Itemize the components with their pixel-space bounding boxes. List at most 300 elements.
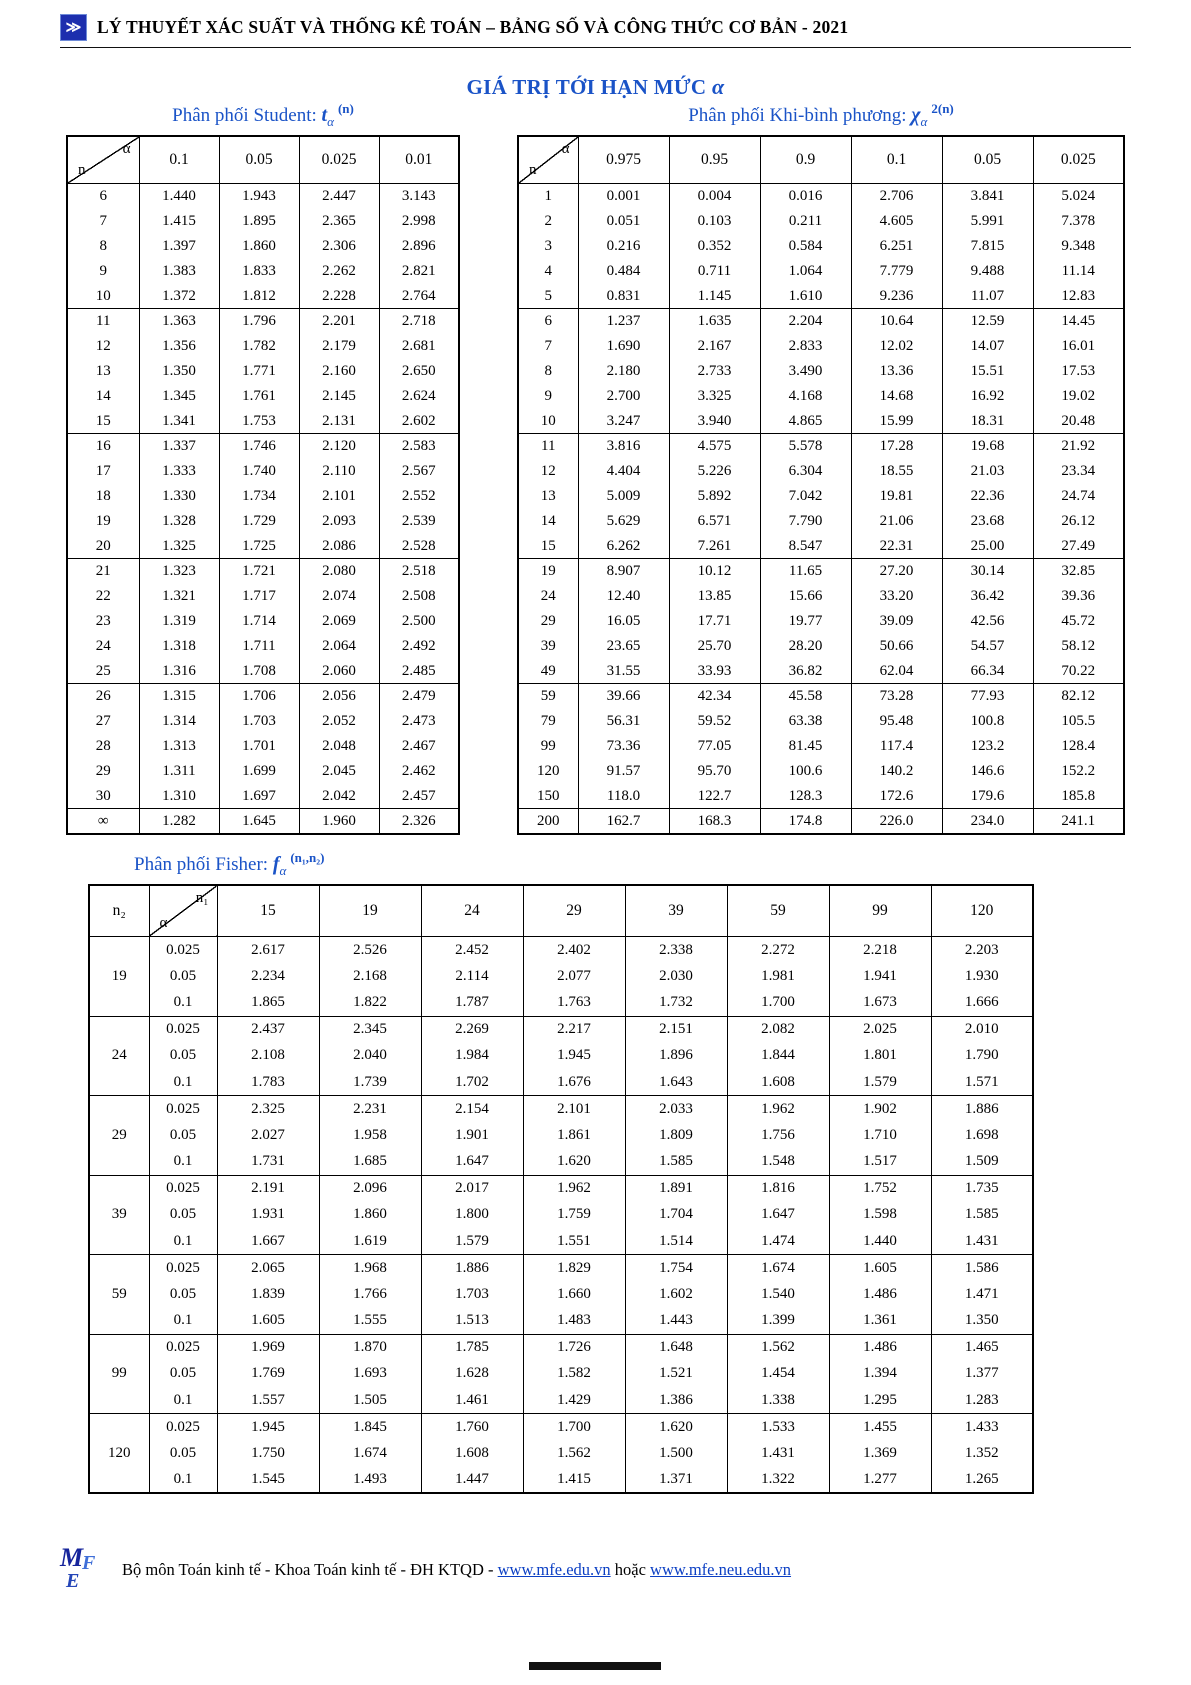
value-cell: 2.160: [299, 359, 379, 384]
value-cell: 1.734: [219, 484, 299, 509]
value-cell: 234.0: [942, 809, 1033, 834]
value-cell: 1.785: [421, 1334, 523, 1361]
value-cell: 0.352: [669, 234, 760, 259]
value-cell: 1.562: [727, 1334, 829, 1361]
row-label: 9: [518, 384, 578, 409]
column-header: 15: [217, 885, 319, 937]
table-row: [89, 1440, 1033, 1467]
value-cell: 1.282: [139, 809, 219, 834]
value-cell: 58.12: [1033, 634, 1124, 659]
value-cell: 39.09: [851, 609, 942, 634]
value-cell: 1.801: [829, 1043, 931, 1070]
chi-square-table: [517, 135, 1125, 835]
row-label: 9: [67, 259, 139, 284]
value-cell: 2.096: [319, 1175, 421, 1202]
row-label: 14: [518, 509, 578, 534]
value-cell: 1.714: [219, 609, 299, 634]
column-header: 39: [625, 885, 727, 937]
table-row: [67, 484, 459, 509]
value-cell: 18.31: [942, 409, 1033, 434]
row-label: 49: [518, 659, 578, 684]
footer-label: Bộ môn Toán kinh tế - Khoa Toán kinh tế - ĐH KTQD -: [122, 1560, 498, 1579]
value-cell: 1.461: [421, 1387, 523, 1414]
footer-link-mfe-neu[interactable]: www.mfe.neu.edu.vn: [650, 1560, 792, 1579]
value-cell: 1.145: [669, 284, 760, 309]
value-cell: 1.790: [931, 1043, 1033, 1070]
value-cell: 1.685: [319, 1149, 421, 1176]
student-corner-cell: [67, 136, 139, 184]
alpha-row-label: 0.025: [149, 1016, 217, 1043]
value-cell: 1.318: [139, 634, 219, 659]
footer-link-mfe-edu[interactable]: www.mfe.edu.vn: [497, 1560, 611, 1579]
value-cell: 11.07: [942, 284, 1033, 309]
value-cell: 1.620: [523, 1149, 625, 1176]
value-cell: 1.958: [319, 1122, 421, 1149]
n2-row-label: 59: [89, 1255, 149, 1335]
value-cell: 1.415: [523, 1467, 625, 1494]
value-cell: 1.514: [625, 1228, 727, 1255]
value-cell: 1.701: [219, 734, 299, 759]
value-cell: 31.55: [578, 659, 669, 684]
table-row: [89, 963, 1033, 990]
table-row: [67, 284, 459, 309]
student-section: [66, 101, 460, 835]
value-cell: 1.486: [829, 1281, 931, 1308]
table-row: [89, 990, 1033, 1017]
value-cell: 1.619: [319, 1228, 421, 1255]
value-cell: 100.6: [760, 759, 851, 784]
n2-row-label: 24: [89, 1016, 149, 1096]
table-row: [518, 709, 1124, 734]
value-cell: 1.725: [219, 534, 299, 559]
value-cell: 8.547: [760, 534, 851, 559]
value-cell: 1.666: [931, 990, 1033, 1017]
fisher-table-title: [134, 849, 1191, 879]
value-cell: 1.579: [829, 1069, 931, 1096]
value-cell: 1.585: [625, 1149, 727, 1176]
table-row: [67, 459, 459, 484]
value-cell: 1.870: [319, 1334, 421, 1361]
value-cell: 1.352: [931, 1440, 1033, 1467]
table-row: [518, 459, 1124, 484]
value-cell: 1.740: [219, 459, 299, 484]
value-cell: 1.981: [727, 963, 829, 990]
value-cell: 2.120: [299, 434, 379, 459]
value-cell: 1.635: [669, 309, 760, 334]
column-header: 59: [727, 885, 829, 937]
table-row: [518, 309, 1124, 334]
value-cell: 2.033: [625, 1096, 727, 1123]
n2-row-label: 29: [89, 1096, 149, 1176]
row-label: 11: [518, 434, 578, 459]
value-cell: 14.68: [851, 384, 942, 409]
value-cell: 2.437: [217, 1016, 319, 1043]
column-header: 0.95: [669, 136, 760, 184]
value-cell: 0.216: [578, 234, 669, 259]
value-cell: 2.064: [299, 634, 379, 659]
table-row: [518, 384, 1124, 409]
value-cell: 1.608: [421, 1440, 523, 1467]
column-header: 0.05: [942, 136, 1033, 184]
value-cell: 2.650: [379, 359, 459, 384]
value-cell: 1.750: [217, 1440, 319, 1467]
student-table: [66, 135, 460, 835]
value-cell: 2.045: [299, 759, 379, 784]
table-row: [518, 559, 1124, 584]
value-cell: 1.620: [625, 1414, 727, 1441]
value-cell: 1.486: [829, 1334, 931, 1361]
value-cell: 0.001: [578, 184, 669, 209]
corner-alpha-label: α: [159, 915, 168, 932]
value-cell: 2.010: [931, 1016, 1033, 1043]
value-cell: 1.562: [523, 1440, 625, 1467]
value-cell: 2.500: [379, 609, 459, 634]
student-header-row: [67, 136, 459, 184]
value-cell: 4.605: [851, 209, 942, 234]
value-cell: 19.77: [760, 609, 851, 634]
value-cell: 1.782: [219, 334, 299, 359]
value-cell: 2.017: [421, 1175, 523, 1202]
value-cell: 1.330: [139, 484, 219, 509]
table-row: [518, 434, 1124, 459]
value-cell: 95.48: [851, 709, 942, 734]
value-cell: 2.365: [299, 209, 379, 234]
mfe-logo-letter-e: E: [66, 1570, 80, 1592]
value-cell: 2.082: [727, 1016, 829, 1043]
value-cell: 1.521: [625, 1361, 727, 1388]
alpha-row-label: 0.025: [149, 1414, 217, 1441]
value-cell: 2.272: [727, 937, 829, 964]
row-label: 12: [518, 459, 578, 484]
value-cell: 21.06: [851, 509, 942, 534]
table-row: [67, 759, 459, 784]
value-cell: 1.698: [931, 1122, 1033, 1149]
alpha-row-label: 0.05: [149, 1361, 217, 1388]
row-label: 19: [518, 559, 578, 584]
value-cell: 82.12: [1033, 684, 1124, 709]
column-header: 0.05: [219, 136, 299, 184]
value-cell: 1.660: [523, 1281, 625, 1308]
value-cell: 1.548: [727, 1149, 829, 1176]
table-row: [67, 709, 459, 734]
value-cell: 5.024: [1033, 184, 1124, 209]
value-cell: 1.962: [523, 1175, 625, 1202]
value-cell: 13.85: [669, 584, 760, 609]
alpha-row-label: 0.1: [149, 1228, 217, 1255]
row-label: 25: [67, 659, 139, 684]
value-cell: 1.361: [829, 1308, 931, 1335]
n2-row-label: 120: [89, 1414, 149, 1494]
value-cell: 1.674: [319, 1440, 421, 1467]
value-cell: 1.431: [727, 1440, 829, 1467]
table-row: [518, 259, 1124, 284]
value-cell: 1.711: [219, 634, 299, 659]
value-cell: 128.3: [760, 784, 851, 809]
value-cell: 24.74: [1033, 484, 1124, 509]
value-cell: 21.03: [942, 459, 1033, 484]
value-cell: 12.83: [1033, 284, 1124, 309]
alpha-row-label: 0.1: [149, 1387, 217, 1414]
value-cell: 2.479: [379, 684, 459, 709]
value-cell: 1.513: [421, 1308, 523, 1335]
value-cell: 81.45: [760, 734, 851, 759]
value-cell: 2.069: [299, 609, 379, 634]
row-label: 150: [518, 784, 578, 809]
table-row: [67, 684, 459, 709]
value-cell: 1.693: [319, 1361, 421, 1388]
value-cell: 1.901: [421, 1122, 523, 1149]
row-label: 17: [67, 459, 139, 484]
alpha-row-label: 0.1: [149, 1308, 217, 1335]
value-cell: 2.168: [319, 963, 421, 990]
value-cell: 1.356: [139, 334, 219, 359]
value-cell: 1.962: [727, 1096, 829, 1123]
value-cell: 1.645: [219, 809, 299, 834]
value-cell: 2.262: [299, 259, 379, 284]
value-cell: 1.431: [931, 1228, 1033, 1255]
value-cell: 15.51: [942, 359, 1033, 384]
alpha-row-label: 0.1: [149, 990, 217, 1017]
value-cell: 1.313: [139, 734, 219, 759]
column-header: 0.025: [299, 136, 379, 184]
value-cell: 1.295: [829, 1387, 931, 1414]
value-cell: 241.1: [1033, 809, 1124, 834]
value-cell: 2.180: [578, 359, 669, 384]
table-row: [67, 659, 459, 684]
value-cell: 1.945: [217, 1414, 319, 1441]
value-cell: 1.902: [829, 1096, 931, 1123]
value-cell: 2.602: [379, 409, 459, 434]
value-cell: 70.22: [1033, 659, 1124, 684]
value-cell: 2.306: [299, 234, 379, 259]
value-cell: 14.45: [1033, 309, 1124, 334]
value-cell: 2.467: [379, 734, 459, 759]
header-logo-glyph: ≫: [65, 20, 82, 36]
row-label: 5: [518, 284, 578, 309]
value-cell: 2.681: [379, 334, 459, 359]
value-cell: 185.8: [1033, 784, 1124, 809]
value-cell: 1.700: [523, 1414, 625, 1441]
value-cell: 2.452: [421, 937, 523, 964]
row-label: 200: [518, 809, 578, 834]
chi-symbol-sup: 2(n): [931, 101, 954, 116]
value-cell: 3.841: [942, 184, 1033, 209]
value-cell: 1.968: [319, 1255, 421, 1282]
value-cell: 1.605: [829, 1255, 931, 1282]
value-cell: 1.505: [319, 1387, 421, 1414]
value-cell: 8.907: [578, 559, 669, 584]
value-cell: 5.629: [578, 509, 669, 534]
value-cell: 23.65: [578, 634, 669, 659]
value-cell: 59.52: [669, 709, 760, 734]
value-cell: 2.269: [421, 1016, 523, 1043]
table-row: [89, 1043, 1033, 1070]
header-logo: [60, 14, 87, 41]
value-cell: 23.68: [942, 509, 1033, 534]
table-row: [518, 534, 1124, 559]
value-cell: 23.34: [1033, 459, 1124, 484]
value-cell: 1.397: [139, 234, 219, 259]
value-cell: 1.585: [931, 1202, 1033, 1229]
value-cell: 1.746: [219, 434, 299, 459]
row-label: 1: [518, 184, 578, 209]
value-cell: 1.325: [139, 534, 219, 559]
fisher-header-row: [89, 885, 1033, 937]
value-cell: 2.821: [379, 259, 459, 284]
value-cell: 77.05: [669, 734, 760, 759]
student-symbol-sup: (n): [337, 101, 354, 116]
value-cell: 2.447: [299, 184, 379, 209]
table-row: [89, 1149, 1033, 1176]
table-row: [67, 334, 459, 359]
value-cell: 1.984: [421, 1043, 523, 1070]
table-row: [67, 559, 459, 584]
table-row: [89, 1202, 1033, 1229]
value-cell: 1.377: [931, 1361, 1033, 1388]
table-row: [67, 609, 459, 634]
value-cell: 2.086: [299, 534, 379, 559]
value-cell: 16.92: [942, 384, 1033, 409]
value-cell: 3.247: [578, 409, 669, 434]
table-row: [518, 684, 1124, 709]
value-cell: 10.12: [669, 559, 760, 584]
row-label: 10: [518, 409, 578, 434]
row-label: 24: [518, 584, 578, 609]
table-row: [67, 359, 459, 384]
corner-n-label: n: [529, 162, 537, 179]
value-cell: 1.647: [421, 1149, 523, 1176]
value-cell: 42.34: [669, 684, 760, 709]
row-label: 30: [67, 784, 139, 809]
value-cell: 17.53: [1033, 359, 1124, 384]
upper-tables-row: [0, 101, 1191, 835]
value-cell: 2.204: [760, 309, 851, 334]
value-cell: 2.833: [760, 334, 851, 359]
alpha-row-label: 0.05: [149, 1440, 217, 1467]
value-cell: 1.540: [727, 1281, 829, 1308]
table-row: [89, 1122, 1033, 1149]
value-cell: 1.383: [139, 259, 219, 284]
value-cell: 11.65: [760, 559, 851, 584]
value-cell: 105.5: [1033, 709, 1124, 734]
column-header: 99: [829, 885, 931, 937]
value-cell: 1.860: [219, 234, 299, 259]
value-cell: 1.371: [625, 1467, 727, 1494]
row-label: 26: [67, 684, 139, 709]
value-cell: 1.415: [139, 209, 219, 234]
value-cell: 2.203: [931, 937, 1033, 964]
header-title: LÝ THUYẾT XÁC SUẤT VÀ THỐNG KÊ TOÁN – BẢNG SỐ VÀ CÔNG THỨC CƠ BẢN - 2021: [97, 17, 849, 37]
value-cell: 32.85: [1033, 559, 1124, 584]
value-cell: 174.8: [760, 809, 851, 834]
row-label: 39: [518, 634, 578, 659]
table-row: [518, 509, 1124, 534]
column-header: 120: [931, 885, 1033, 937]
value-cell: 1.341: [139, 409, 219, 434]
value-cell: 1.771: [219, 359, 299, 384]
value-cell: 100.8: [942, 709, 1033, 734]
fisher-n2-header: n₂: [89, 885, 149, 937]
fisher-symbol: f: [272, 852, 280, 875]
value-cell: 1.812: [219, 284, 299, 309]
value-cell: 1.465: [931, 1334, 1033, 1361]
alpha-row-label: 0.05: [149, 1122, 217, 1149]
table-row: [67, 634, 459, 659]
value-cell: 2.624: [379, 384, 459, 409]
value-cell: 1.729: [219, 509, 299, 534]
value-cell: 2.179: [299, 334, 379, 359]
value-cell: 1.443: [625, 1308, 727, 1335]
table-row: [67, 309, 459, 334]
value-cell: 1.703: [219, 709, 299, 734]
table-row: [518, 184, 1124, 209]
value-cell: 1.896: [625, 1043, 727, 1070]
value-cell: 2.539: [379, 509, 459, 534]
value-cell: 1.311: [139, 759, 219, 784]
table-row: [89, 1334, 1033, 1361]
table-row: [518, 759, 1124, 784]
value-cell: 226.0: [851, 809, 942, 834]
fisher-section: [0, 849, 1191, 1494]
value-cell: 27.49: [1033, 534, 1124, 559]
table-row: [518, 584, 1124, 609]
table-row: [67, 734, 459, 759]
value-cell: 2.074: [299, 584, 379, 609]
fisher-title-text: Phân phối Fisher:: [134, 853, 273, 875]
value-cell: 1.579: [421, 1228, 523, 1255]
column-header: 24: [421, 885, 523, 937]
value-cell: 0.711: [669, 259, 760, 284]
value-cell: 1.766: [319, 1281, 421, 1308]
value-cell: 1.763: [523, 990, 625, 1017]
value-cell: 1.322: [727, 1467, 829, 1494]
alpha-row-label: 0.025: [149, 1255, 217, 1282]
value-cell: 2.030: [625, 963, 727, 990]
table-row: [67, 434, 459, 459]
value-cell: 2.345: [319, 1016, 421, 1043]
value-cell: 1.796: [219, 309, 299, 334]
value-cell: 1.500: [625, 1440, 727, 1467]
alpha-row-label: 0.025: [149, 1096, 217, 1123]
value-cell: 1.399: [727, 1308, 829, 1335]
value-cell: 14.07: [942, 334, 1033, 359]
value-cell: 1.753: [219, 409, 299, 434]
value-cell: 1.697: [219, 784, 299, 809]
column-header: 19: [319, 885, 421, 937]
value-cell: 1.602: [625, 1281, 727, 1308]
row-label: 120: [518, 759, 578, 784]
value-cell: 2.457: [379, 784, 459, 809]
alpha-row-label: 0.1: [149, 1149, 217, 1176]
value-cell: 1.703: [421, 1281, 523, 1308]
value-cell: 5.009: [578, 484, 669, 509]
value-cell: 16.01: [1033, 334, 1124, 359]
page-header: [0, 0, 1191, 48]
value-cell: 9.236: [851, 284, 942, 309]
value-cell: 1.314: [139, 709, 219, 734]
value-cell: 2.154: [421, 1096, 523, 1123]
column-header: 0.1: [139, 136, 219, 184]
value-cell: 7.042: [760, 484, 851, 509]
value-cell: 27.20: [851, 559, 942, 584]
value-cell: 54.57: [942, 634, 1033, 659]
row-label: 18: [67, 484, 139, 509]
value-cell: 1.726: [523, 1334, 625, 1361]
value-cell: 1.931: [217, 1202, 319, 1229]
value-cell: 5.892: [669, 484, 760, 509]
value-cell: 0.103: [669, 209, 760, 234]
alpha-row-label: 0.025: [149, 1334, 217, 1361]
